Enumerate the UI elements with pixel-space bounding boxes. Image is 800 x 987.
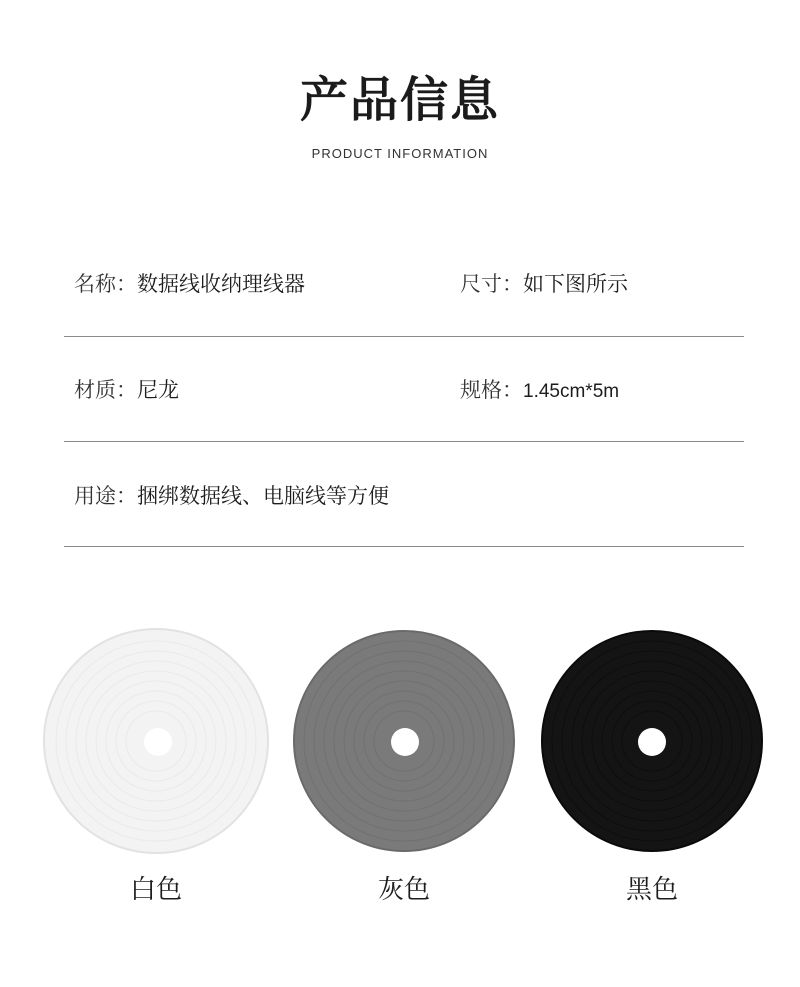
roll-hole	[391, 728, 419, 756]
spec-material	[74, 370, 179, 410]
color-label-gray: 灰色	[377, 875, 430, 905]
divider	[64, 441, 744, 442]
color-label-white: 白色	[129, 875, 182, 905]
spec-material-label: 材质：	[74, 378, 137, 402]
spec-size-label: 尺寸：	[460, 272, 523, 296]
spec-name-label: 名称：	[74, 272, 137, 296]
spec-name	[74, 264, 305, 304]
roll-hole	[144, 728, 172, 756]
spec-row-3	[64, 476, 744, 516]
page-title: 产品信息	[299, 72, 500, 128]
tape-roll-white	[36, 625, 276, 865]
divider	[64, 336, 744, 337]
spec-size-value: 如下图所示	[523, 272, 628, 296]
spec-size	[460, 264, 628, 304]
tape-roll-gray-image	[284, 625, 524, 865]
tape-roll-gray	[284, 625, 524, 865]
spec-row-1	[64, 264, 744, 304]
page-subtitle: PRODUCT INFORMATION	[311, 146, 489, 161]
spec-spec-value: 1.45cm*5m	[523, 381, 620, 402]
tape-roll-black-image	[532, 625, 772, 865]
spec-row-2	[64, 370, 744, 410]
spec-usage	[74, 476, 389, 516]
divider	[64, 546, 744, 547]
color-label-black: 黑色	[625, 875, 678, 905]
spec-material-value: 尼龙	[137, 378, 179, 402]
tape-roll-black	[532, 625, 772, 865]
spec-spec	[460, 370, 619, 412]
spec-name-value: 数据线收纳理线器	[137, 272, 305, 296]
spec-usage-label: 用途：	[74, 484, 137, 508]
roll-hole	[638, 728, 666, 756]
spec-spec-label: 规格：	[460, 378, 523, 402]
tape-roll-white-image	[36, 625, 276, 865]
spec-usage-value: 捆绑数据线、电脑线等方便	[137, 484, 389, 508]
